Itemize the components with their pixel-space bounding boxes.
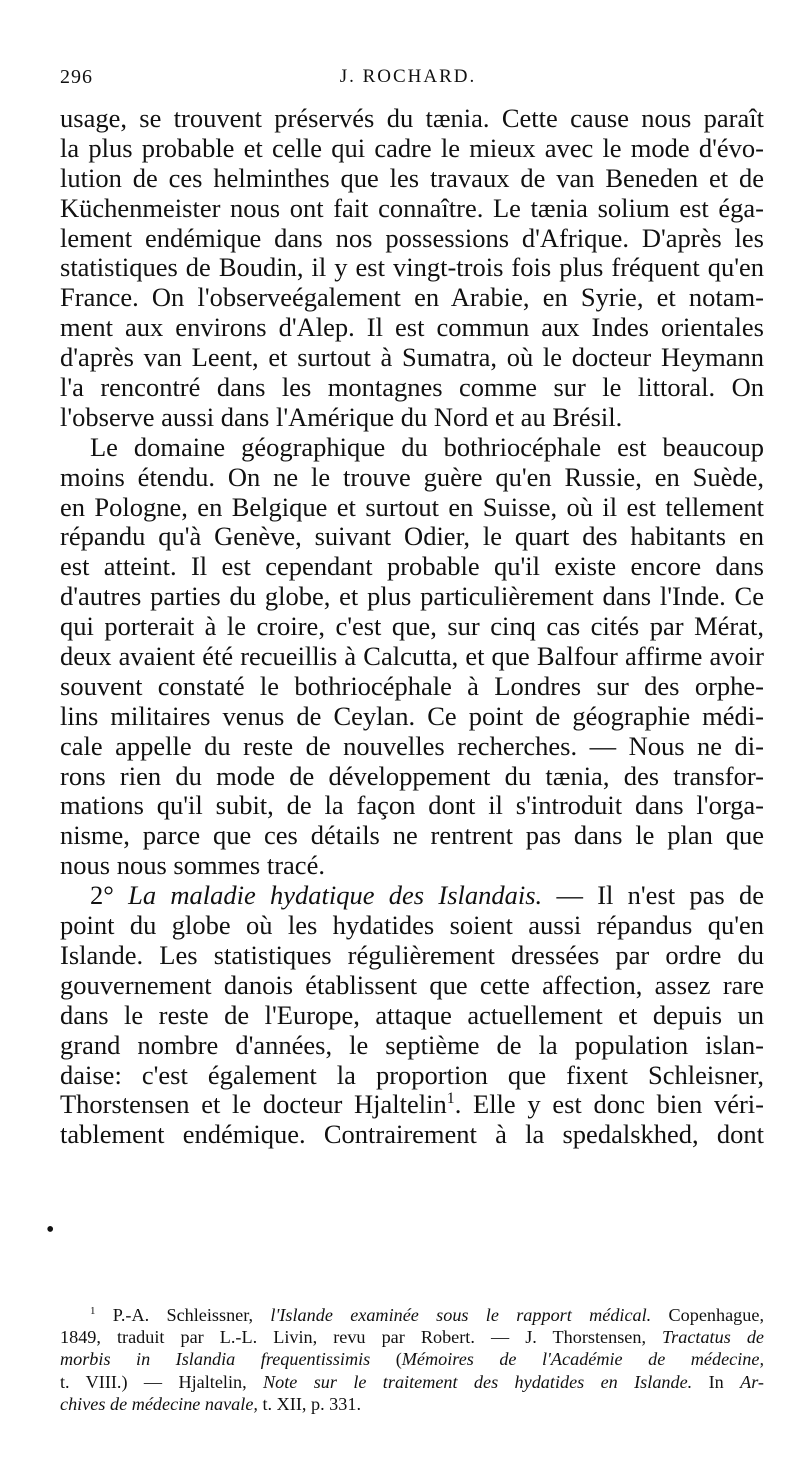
footnote-marker: 1 xyxy=(90,1304,96,1317)
text-line: lution de ces helminthes que les travaux de van Beneden et de xyxy=(60,162,764,193)
text-line: lins militaires venus de Ceylan. Ce point de géographie médi- xyxy=(60,700,764,731)
text-line: Küchenmeister nous ont fait connaître. Le tænia solium est éga- xyxy=(60,192,764,223)
text-line: la plus probable et celle qui cadre le mieux avec le mode d'évo- xyxy=(60,132,764,163)
text-run: 1849, traduit par L.-L. Livin, revu par Robert. — J. Thorstensen, xyxy=(60,1327,663,1348)
text-line: tablement endémique. Contrairement à la spedalskhed, dont xyxy=(60,1119,764,1150)
text-line: l'observe aussi dans l'Amérique du Nord et au Brésil. xyxy=(60,401,623,432)
text-line: moins étendu. On ne le trouve guère qu'en Russie, en Suède, xyxy=(60,461,764,492)
text-line: nisme, parce que ces détails ne rentrent pas dans le plan que xyxy=(60,820,764,851)
text-run-italic: Ar- xyxy=(740,1371,764,1392)
footnote-ref[interactable]: 1 xyxy=(446,1090,455,1108)
footnote-line xyxy=(60,1304,764,1326)
running-title: J. ROCHARD. xyxy=(339,66,477,87)
text-line: d'autres parties du globe, et plus particulièrement dans l'Inde. Ce xyxy=(60,581,764,612)
text-line: point du globe où les hydatides soient aussi répandus qu'en xyxy=(60,910,764,941)
text-line: Islande. Les statistiques régulièrement dressées par ordre du xyxy=(60,939,764,970)
text-run: t. VIII.) — Hjaltelin, xyxy=(60,1371,263,1392)
text-line: en Pologne, en Belgique et surtout en Suisse, où il est tellement xyxy=(60,491,764,522)
text-line: nous nous sommes tracé. xyxy=(60,850,325,881)
paragraph-2 xyxy=(60,433,764,881)
text-line: mations qu'il subit, de la façon dont il s'introduit dans l'orga- xyxy=(60,790,764,821)
footnote-line xyxy=(60,1348,764,1370)
text-line: ment aux environs d'Alep. Il est commun aux Indes orientales xyxy=(60,312,764,343)
text-run-italic: Mémoires de l'Académie de médecine, xyxy=(401,1349,764,1370)
section-heading-line xyxy=(60,881,764,911)
text-run: Copenhague, xyxy=(651,1305,764,1325)
body-text xyxy=(60,104,764,1150)
text-line: rons rien du mode de développement du tænia, des transfor- xyxy=(60,760,764,791)
text-line: d'après van Leent, et surtout à Sumatra, où le docteur Heymann xyxy=(60,342,764,373)
text-line: l'a rencontré dans les montagnes comme sur le littoral. On xyxy=(60,372,764,403)
paragraph-1 xyxy=(60,104,764,433)
text-line: est atteint. Il est cependant probable qu'il existe encore dans xyxy=(60,551,764,582)
text-run: — Il n'est pas de xyxy=(556,880,764,911)
text-line: cale appelle du reste de nouvelles recherches. — Nous ne di- xyxy=(60,730,764,761)
text-run: P.-A. Schleissner, xyxy=(112,1305,271,1325)
text-line: qui porterait à le croire, c'est que, sur cinq cas cités par Mérat, xyxy=(60,611,764,642)
text-run: In xyxy=(692,1371,741,1392)
text-line: répandu qu'à Genève, suivant Odier, le quart des habitants en xyxy=(60,521,764,552)
text-run: t. XII, p. 331. xyxy=(257,1393,362,1414)
text-line: gouvernement danois établissent que cette affection, assez rare xyxy=(60,969,764,1000)
text-line: dans le reste de l'Europe, attaque actuellement et depuis un xyxy=(60,999,764,1030)
text-line: statistiques de Boudin, il y est vingt-trois fois plus fréquent qu'en xyxy=(60,252,764,283)
text-run-italic: Note sur le traitement des hydatides en Islande. xyxy=(263,1371,693,1392)
text-line: daise: c'est également la proportion que fixent Schleisner, xyxy=(60,1059,764,1090)
text-line: deux avaient été recueillis à Calcutta, et que Balfour affirme avoir xyxy=(60,641,764,672)
text-line xyxy=(60,1090,764,1120)
text-run-italic: chives de médecine navale, xyxy=(60,1393,258,1414)
footnote-line xyxy=(60,1371,764,1393)
section-title: La maladie hydatique des Islandais. xyxy=(128,880,543,911)
margin-bullet-mark: • xyxy=(46,1217,55,1243)
text-run-italic: morbis in Islandia frequentissimis xyxy=(60,1349,371,1370)
text-line: usage, se trouvent préservés du tænia. Cette cause nous paraît xyxy=(60,103,764,133)
text-run: . Elle y est donc bien véri- xyxy=(454,1089,764,1120)
text-run-italic: l'Islande examinée sous le rapport médical. xyxy=(270,1305,652,1325)
text-run: Thorstensen et le docteur Hjaltelin xyxy=(60,1089,447,1120)
text-line: Le domaine géographique du bothriocéphale est beaucoup xyxy=(90,431,764,462)
running-head xyxy=(52,66,764,96)
footnotes xyxy=(60,1304,764,1415)
page-number: 296 xyxy=(60,66,93,88)
footnote-line xyxy=(60,1326,764,1348)
text-run: ( xyxy=(370,1349,402,1370)
text-line: lement endémique dans nos possessions d'Afrique. D'après les xyxy=(60,222,764,253)
section-number: 2° xyxy=(90,880,114,911)
text-line: souvent constaté le bothriocéphale à Londres sur des orphe- xyxy=(60,670,764,701)
text-run-italic: Tractatus de xyxy=(662,1327,764,1348)
text-line: France. On l'observeégalement en Arabie, en Syrie, et notam- xyxy=(60,282,764,313)
paragraph-3 xyxy=(60,881,764,1150)
text-line: grand nombre d'années, le septième de la population islan- xyxy=(60,1029,764,1060)
footnote-line xyxy=(60,1393,764,1415)
